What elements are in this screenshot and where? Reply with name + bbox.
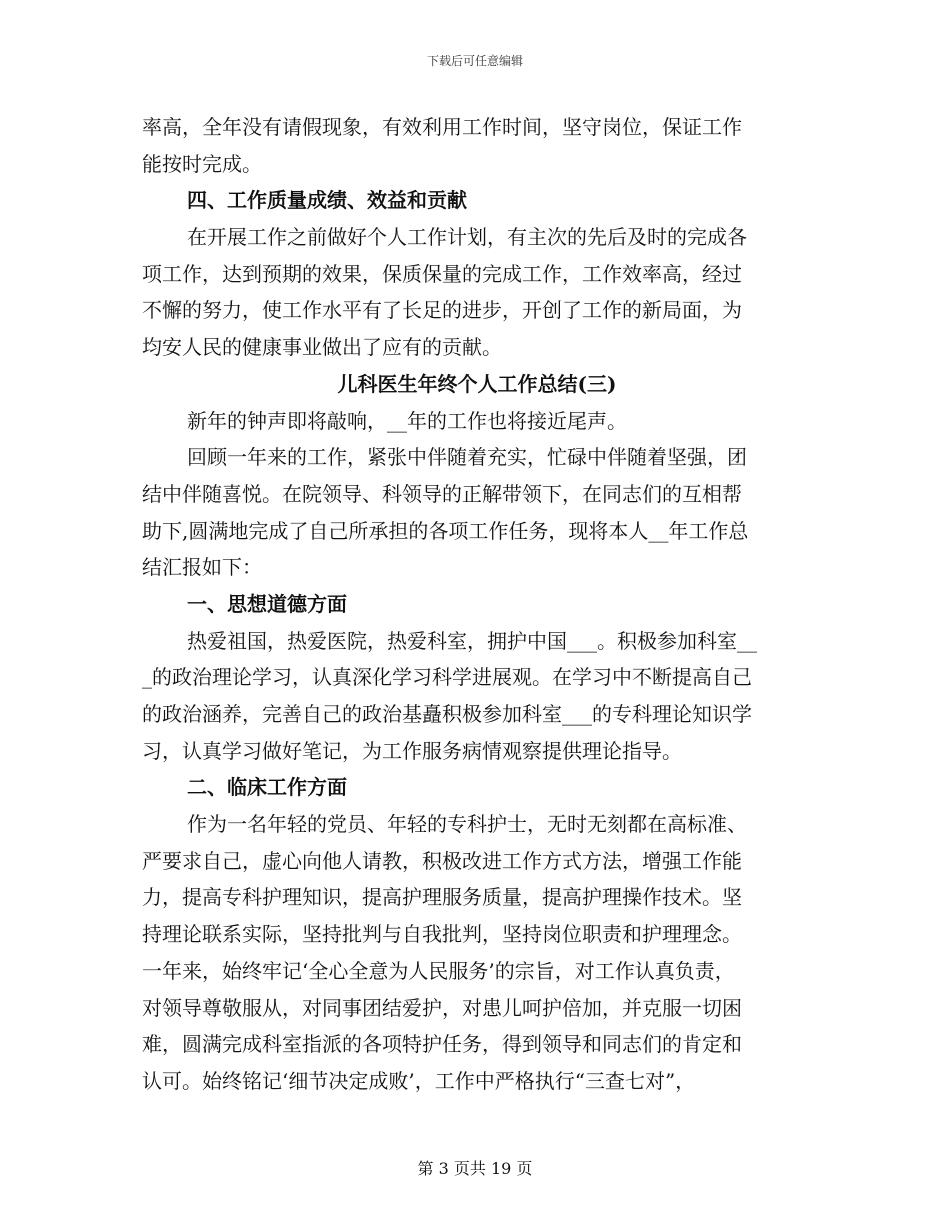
page-footer: 第 3 页共 19 页 [417, 1159, 533, 1178]
body-line: 新年的钟声即将敲响，__年的工作也将接近尾声。 [187, 408, 627, 433]
document-body [142, 109, 812, 1100]
section-heading: 一、思想道德方面 [187, 591, 347, 616]
body-line: 结中伴随喜悦。在院领导、科领导的正解带领下，在同志们的互相帮 [142, 481, 742, 506]
document-title: 儿科医生年终个人工作总结(三) [337, 371, 617, 396]
section-heading: 二、临床工作方面 [187, 775, 347, 800]
body-line: 作为一名年轻的党员、年轻的专科护士，无时无刻都在高标准、 [187, 812, 747, 837]
page-header: 下载后可任意编辑 [426, 54, 523, 68]
body-line: 不懈的努力，使工作水平有了长足的进步，开创了工作的新局面，为 [142, 298, 742, 323]
body-line: 严要求自己，虚心向他人请教，积极改进工作方式方法，增强工作能 [142, 848, 742, 873]
body-line: 率高，全年没有请假现象，有效利用工作时间，坚守岗位，保证工作 [142, 115, 742, 139]
body-line: 难，圆满完成科室指派的各项特护任务，得到领导和同志们的肯定和 [142, 1032, 742, 1057]
body-line: 结汇报如下： [142, 555, 262, 580]
body-line: 助下,圆满地完成了自己所承担的各项工作任务，现将本人__年工作总 [142, 518, 749, 543]
body-line: 在开展工作之前做好个人工作计划，有主次的先后及时的完成各 [187, 225, 747, 250]
body-line: _的政治理论学习，认真深化学习科学进展观。在学习中不断提高自己 [142, 665, 752, 690]
body-line: 一年来，始终牢记‘全心全意为人民服务’的宗旨，对工作认真负责， [142, 958, 735, 983]
body-line: 项工作，达到预期的效果，保质保量的完成工作，工作效率高，经过 [142, 261, 742, 286]
body-line: 力，提高专科护理知识，提高护理服务质量，提高护理操作技术。坚 [142, 885, 742, 910]
body-line: 认可。始终铭记‘细节决定成败’，工作中严格执行“三查七对”， [142, 1068, 696, 1093]
body-line: 对领导尊敬服从，对同事团结爱护，对患儿呵护倍加，并克服一切困 [142, 995, 742, 1020]
body-line: 回顾一年来的工作，紧张中伴随着充实，忙碌中伴随着坚强，团 [187, 445, 747, 470]
body-line: 的政治涵养，完善自己的政治基矗积极参加科室___的专科理论知识学 [142, 702, 752, 726]
body-line: 均安人民的健康事业做出了应有的贡献。 [142, 335, 502, 360]
body-line: 热爱祖国，热爱医院，热爱科室，拥护中国___。积极参加科室__ [187, 628, 757, 653]
body-line: 能按时完成。 [142, 151, 262, 176]
section-heading: 四、工作质量成绩、效益和贡献 [187, 188, 467, 213]
body-line: 习，认真学习做好笔记，为工作服务病情观察提供理论指导。 [142, 738, 682, 763]
body-line: 持理论联系实际，坚持批判与自我批判，坚持岗位职责和护理理念。 [142, 922, 742, 947]
